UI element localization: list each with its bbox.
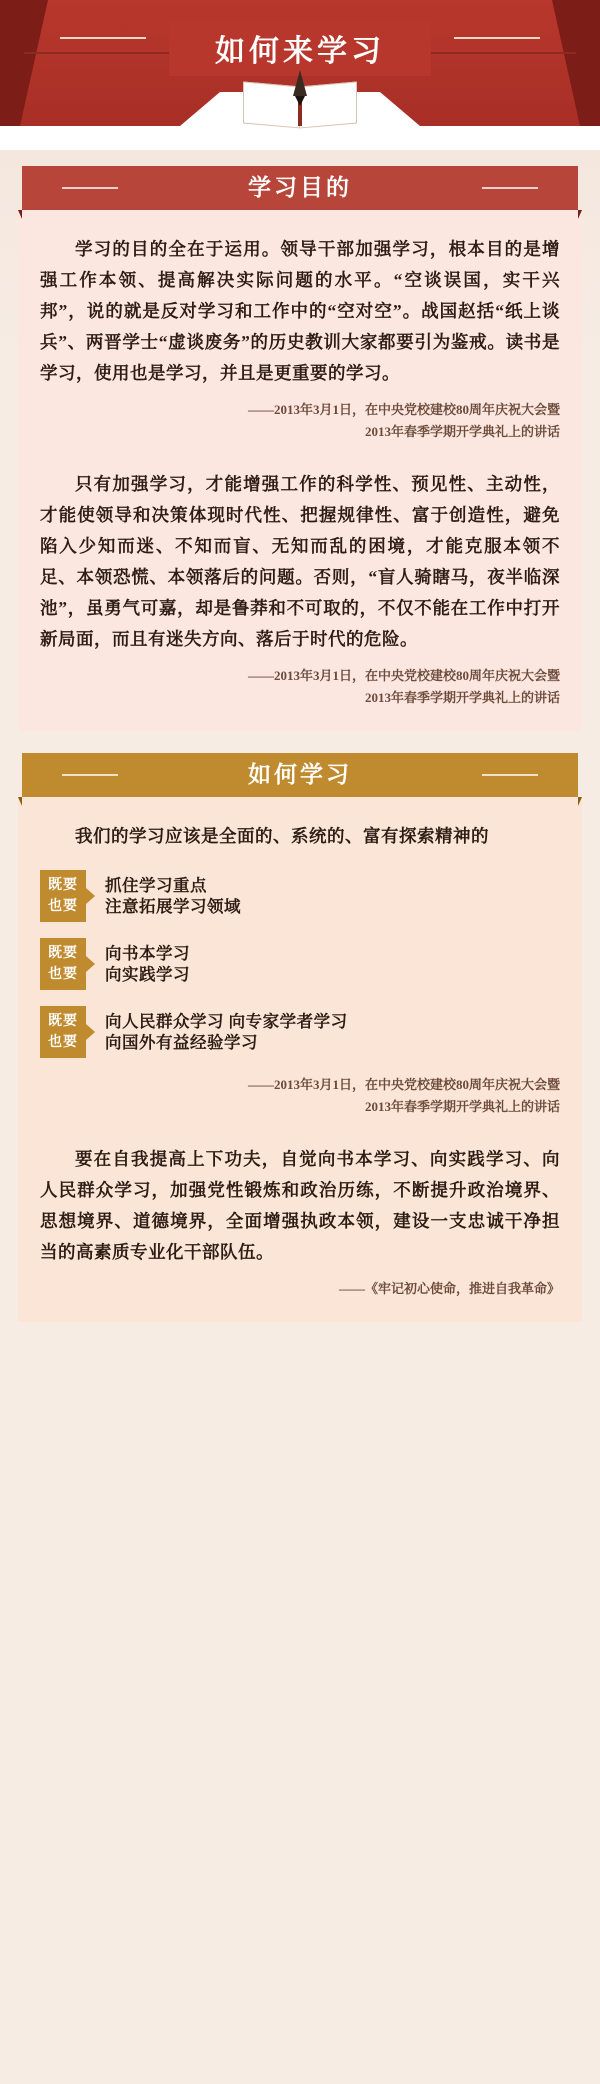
pen-icon (293, 70, 307, 96)
section-body-purpose (18, 210, 582, 731)
source-line-1: ——2013年3月1日，在中央党校建校80周年庆祝大会暨 (247, 402, 560, 417)
source-line-2: 2013年春季学期开学典礼上的讲话 (364, 690, 560, 705)
paragraph-spacer (40, 1118, 560, 1144)
arrow-icon (86, 956, 95, 972)
section-how-to-study (18, 753, 582, 1322)
tag-line-1: 既要 (48, 1014, 78, 1029)
source-citation (40, 1074, 560, 1118)
header-corner-right (578, 797, 582, 806)
list-item (40, 938, 560, 990)
content-area (0, 150, 600, 1384)
header-corner-left (18, 210, 22, 219)
bullet-tag (40, 1006, 86, 1058)
section-header-how (22, 753, 578, 797)
arrow-icon (86, 1024, 95, 1040)
tag-line-2: 也要 (48, 899, 78, 914)
bullet-text-line-2: 注意拓展学习领域 (105, 897, 241, 916)
page-title: 如何来学习 (215, 35, 385, 68)
source-citation: ——《牢记初心使命，推进自我革命》 (338, 1281, 560, 1296)
bullet-text (95, 938, 560, 990)
banner-title-plate (169, 22, 431, 76)
source-citation (40, 665, 560, 709)
tag-line-2: 也要 (48, 967, 78, 982)
source-citation (40, 399, 560, 443)
bullet-text-line-1: 向人民群众学习 向专家学者学习 (105, 1012, 348, 1031)
lead-paragraph: 我们的学习应该是全面的、系统的、富有探索精神的 (75, 826, 489, 846)
bullet-list (40, 870, 560, 1058)
bullet-tag (40, 870, 86, 922)
tag-line-2: 也要 (48, 1035, 78, 1050)
source-line-2: 2013年春季学期开学典礼上的讲话 (364, 1099, 560, 1114)
bullet-text-line-2: 向国外有益经验学习 (105, 1033, 258, 1052)
bullet-text-line-1: 向书本学习 (105, 944, 190, 963)
header-corner-left (18, 797, 22, 806)
page-banner (0, 0, 600, 150)
section-title: 学习目的 (248, 175, 352, 200)
header-corner-right (578, 210, 582, 219)
section-body-how (18, 797, 582, 1322)
source-line-1: ——2013年3月1日，在中央党校建校80周年庆祝大会暨 (247, 668, 560, 683)
bullet-text (95, 1006, 560, 1058)
tag-line-1: 既要 (48, 946, 78, 961)
bullet-text-line-1: 抓住学习重点 (105, 876, 207, 895)
arrow-icon (86, 888, 95, 904)
list-item (40, 1006, 560, 1058)
paragraph: 只有加强学习，才能增强工作的科学性、预见性、主动性，才能使领导和决策体现时代性、把握规律性、富于创造性，避免陷入少知而迷、不知而盲、无知而乱的困境，才能克服本领不足、本领恐慌、本领落后的问题。否则，“盲人骑瞎马，夜半临深池”，虽勇气可嘉，却是鲁莽和不可取的，不仅不能在工作中打开新局面，而且有迷失方向、落后于时代的危险。 (40, 474, 560, 649)
section-header-purpose (22, 166, 578, 210)
book-page-right (299, 81, 357, 128)
section-purpose (18, 166, 582, 731)
tag-line-1: 既要 (48, 878, 78, 893)
source-line-2: 2013年春季学期开学典礼上的讲话 (364, 424, 560, 439)
paragraph: 学习的目的全在于运用。领导干部加强学习，根本目的是增强工作本领、提高解决实际问题的水平。“空谈误国，实干兴邦”，说的就是反对学习和工作中的“空对空”。战国赵括“纸上谈兵”、两晋学士“虚谈废务”的历史教训大家都要引为鉴戒。读书是学习，使用也是学习，并且是更重要的学习。 (40, 239, 560, 383)
pen-tip-icon (295, 96, 305, 106)
banner-line-right (454, 37, 540, 39)
section-title: 如何学习 (248, 762, 352, 787)
list-item (40, 870, 560, 922)
paragraph-spacer (40, 443, 560, 469)
bullet-text (95, 870, 560, 922)
bullet-text-line-2: 向实践学习 (105, 965, 190, 984)
open-book-icon (243, 72, 357, 128)
source-line-1: ——2013年3月1日，在中央党校建校80周年庆祝大会暨 (247, 1077, 560, 1092)
paragraph: 要在自我提高上下功夫，自觉向书本学习、向实践学习、向人民群众学习，加强党性锻炼和政治历练，不断提升政治境界、思想境界、道德境界，全面增强执政本领，建设一支忠诚干净担当的高素质专业化干部队伍。 (40, 1149, 560, 1262)
bullet-tag (40, 938, 86, 990)
banner-line-left (60, 37, 146, 39)
